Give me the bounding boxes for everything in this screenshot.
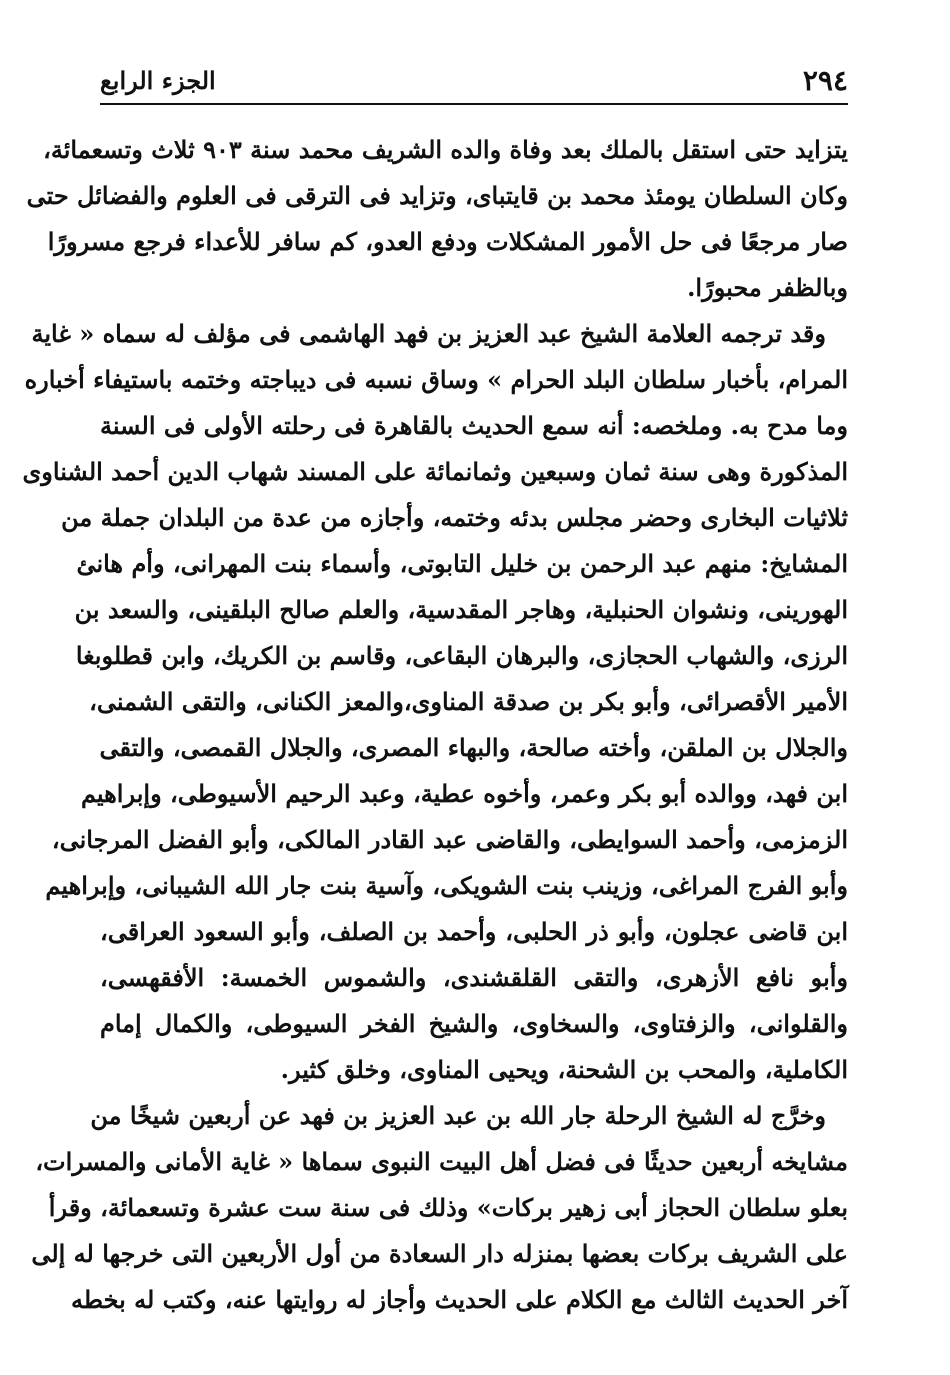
text-line: وبالظفر محبورًا. xyxy=(687,273,848,302)
text-line: على الشريف بركات بعضها بمنزله دار السعادة من أول الأربعين التى خرجها له إلى xyxy=(31,1239,848,1268)
text-line: الأمير الأقصرائى، وأبو بكر بن صدقة المناوى،والمعز الكنانى، والتقى الشمنى، xyxy=(89,687,848,716)
running-title: الجزء الرابع xyxy=(100,66,216,95)
text-line: الزمزمى، وأحمد السوايطى، والقاضى عبد القادر المالكى، وأبو الفضل المرجانى، xyxy=(51,825,848,854)
paragraph-1 xyxy=(26,127,848,311)
page-header xyxy=(100,62,848,104)
body-text xyxy=(22,127,848,1323)
text-line: الرزى، والشهاب الحجازى، والبرهان البقاعى، وقاسم بن الكريك، وابن قطلوبغا xyxy=(75,641,848,670)
text-line: الهورينى، ونشوان الحنبلية، وهاجر المقدسية، والعلم صالح البلقينى، والسعد بن xyxy=(74,595,848,624)
text-line: المرام، بأخبار سلطان البلد الحرام » وساق نسبه فى ديباجته وختمه باستيفاء أخباره xyxy=(24,365,848,394)
text-line: والجلال بن الملقن، وأخته صالحة، والبهاء المصرى، والجلال القمصى، والتقى xyxy=(99,733,848,762)
text-line: وما مدح به. وملخصه: أنه سمع الحديث بالقاهرة فى رحلته الأولى فى السنة xyxy=(99,411,848,440)
text-line: وقد ترجمه العلامة الشيخ عبد العزيز بن فهد الهاشمى فى مؤلف له سماه « غاية xyxy=(31,319,826,348)
text-line: وأبو الفرج المراغى، وزينب بنت الشويكى، وآسية بنت جار الله الشيبانى، وإبراهيم xyxy=(45,871,848,900)
text-line: ابن قاضى عجلون، وأبو ذر الحلبى، وأحمد بن الصلف، وأبو السعود العراقى، xyxy=(100,917,848,946)
paragraph-3 xyxy=(31,1093,848,1323)
header-rule xyxy=(100,103,848,105)
text-line: الكاملية، والمحب بن الشحنة، ويحيى المناوى، وخلق كثير. xyxy=(280,1055,848,1084)
text-line: آخر الحديث الثالث مع الكلام على الحديث وأجاز له روايتها عنه، وكتب له بخطه xyxy=(71,1285,848,1314)
text-line: مشايخه أربعين حديثًا فى فضل أهل البيت النبوى سماها « غاية الأمانى والمسرات، xyxy=(35,1147,848,1176)
text-line: وأبو نافع الأزهرى، والتقى القلقشندى، والشموس الخمسة: الأفقهسى، xyxy=(100,963,848,992)
text-line: بعلو سلطان الحجاز أبى زهير بركات» وذلك فى سنة ست عشرة وتسعمائة، وقرأ xyxy=(48,1193,848,1222)
text-line: ثلاثيات البخارى وحضر مجلس بدئه وختمه، وأجازه من عدة من البلدان جملة من xyxy=(61,503,848,532)
paragraph-2 xyxy=(22,311,848,1093)
text-line: المشايخ: منهم عبد الرحمن بن خليل التابوتى، وأسماء بنت المهرانى، وأم هانئ xyxy=(76,549,848,578)
text-line: وكان السلطان يومئذ محمد بن قايتباى، وتزايد فى الترقى فى العلوم والفضائل حتى xyxy=(26,181,848,210)
page-number: ٢٩٤ xyxy=(802,64,848,97)
text-line: وخرَّج له الشيخ الرحلة جار الله بن عبد العزيز بن فهد عن أربعين شيخًا من xyxy=(90,1101,826,1130)
text-line: يتزايد حتى استقل بالملك بعد وفاة والده الشريف محمد سنة ٩٠٣ ثلاث وتسعمائة، xyxy=(43,135,848,164)
text-line: صار مرجعًا فى حل الأمور المشكلات ودفع العدو، كم سافر للأعداء فرجع مسرورًا xyxy=(47,227,848,256)
text-line: والقلوانى، والزفتاوى، والسخاوى، والشيخ الفخر السيوطى، والكمال إمام xyxy=(100,1009,848,1038)
text-line: المذكورة وهى سنة ثمان وسبعين وثمانمائة على المسند شهاب الدين أحمد الشناوى xyxy=(22,457,848,486)
text-line: ابن فهد، ووالده أبو بكر وعمر، وأخوه عطية، وعبد الرحيم الأسيوطى، وإبراهيم xyxy=(80,779,848,808)
